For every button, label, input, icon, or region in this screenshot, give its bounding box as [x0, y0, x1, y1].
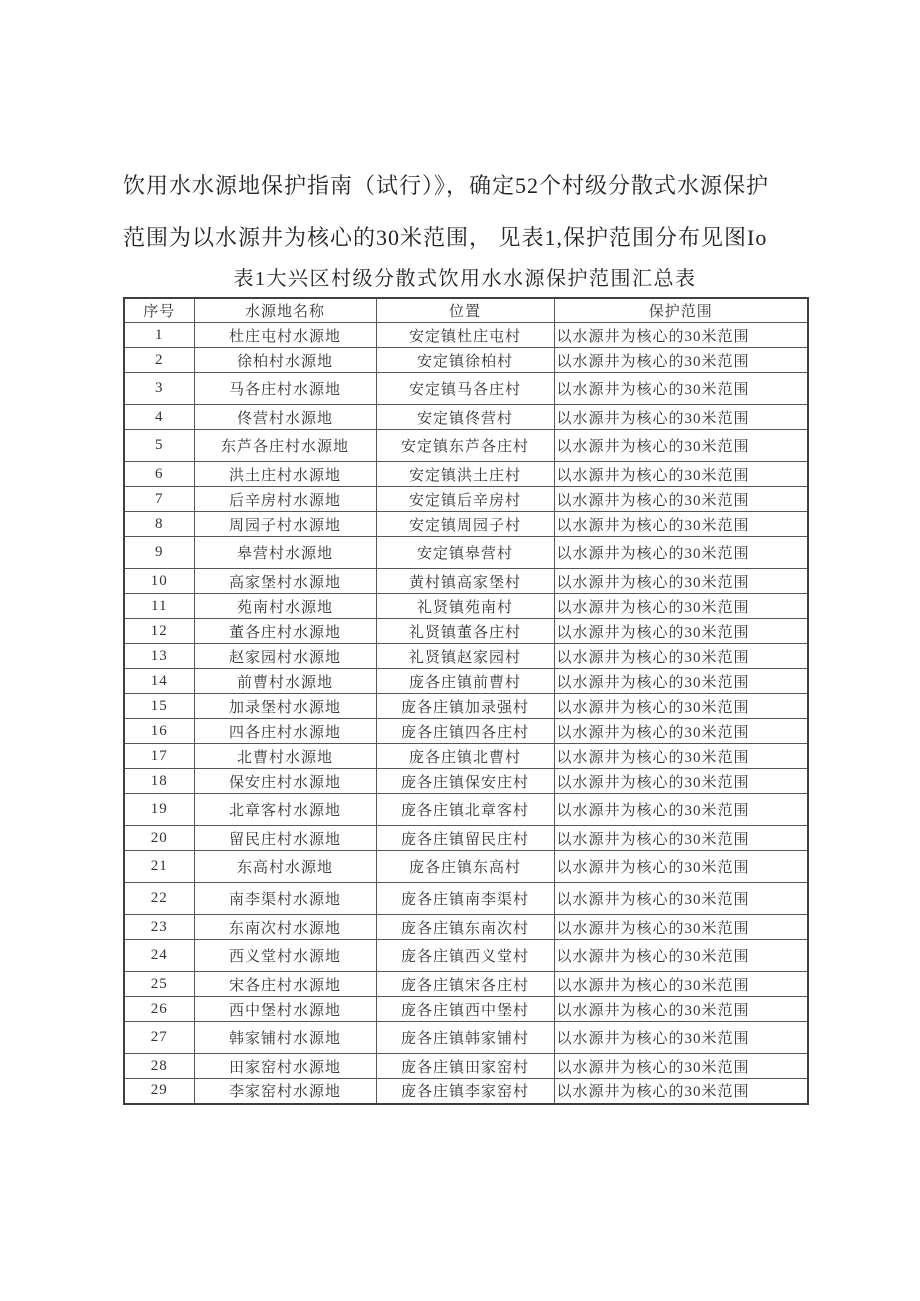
cell-seq: 4	[124, 405, 194, 430]
table-row	[124, 644, 808, 669]
cell-source-name: 南李渠村水源地	[194, 883, 376, 915]
cell-location: 庞各庄镇李家窑村	[376, 1079, 554, 1104]
cell-protection: 以水源井为核心的30米范围	[554, 1054, 808, 1079]
cell-source-name: 东芦各庄村水源地	[194, 430, 376, 462]
table-row	[124, 619, 808, 644]
cell-protection: 以水源井为核心的30米范围	[554, 405, 808, 430]
cell-location: 庞各庄镇韩家铺村	[376, 1022, 554, 1054]
paragraph-line-2: 范围为以水源井为核心的30米范围， 见表1,保护范围分布见图Io	[123, 225, 768, 250]
cell-seq: 11	[124, 594, 194, 619]
cell-location: 安定镇洪土庄村	[376, 462, 554, 487]
table-row	[124, 769, 808, 794]
cell-location: 庞各庄镇北章客村	[376, 794, 554, 826]
table-row	[124, 794, 808, 826]
table-row	[124, 430, 808, 462]
cell-source-name: 韩家铺村水源地	[194, 1022, 376, 1054]
table-row	[124, 669, 808, 694]
cell-seq: 22	[124, 883, 194, 915]
cell-seq: 14	[124, 669, 194, 694]
table-row	[124, 851, 808, 883]
cell-protection: 以水源井为核心的30米范围	[554, 744, 808, 769]
cell-source-name: 徐柏村水源地	[194, 348, 376, 373]
cell-protection: 以水源井为核心的30米范围	[554, 883, 808, 915]
cell-source-name: 加录堡村水源地	[194, 694, 376, 719]
table-row	[124, 719, 808, 744]
cell-location: 安定镇皋营村	[376, 537, 554, 569]
cell-seq: 23	[124, 915, 194, 940]
cell-location: 黄村镇高家堡村	[376, 569, 554, 594]
cell-source-name: 北曹村水源地	[194, 744, 376, 769]
cell-location: 庞各庄镇北曹村	[376, 744, 554, 769]
cell-source-name: 田家窑村水源地	[194, 1054, 376, 1079]
table-row	[124, 744, 808, 769]
cell-protection: 以水源井为核心的30米范围	[554, 1022, 808, 1054]
cell-protection: 以水源井为核心的30米范围	[554, 719, 808, 744]
cell-protection: 以水源井为核心的30米范围	[554, 694, 808, 719]
table-row	[124, 487, 808, 512]
cell-source-name: 周园子村水源地	[194, 512, 376, 537]
table-header-row	[124, 298, 808, 323]
cell-location: 礼贤镇赵家园村	[376, 644, 554, 669]
cell-source-name: 后辛房村水源地	[194, 487, 376, 512]
cell-seq: 27	[124, 1022, 194, 1054]
table-row	[124, 348, 808, 373]
table-row	[124, 940, 808, 972]
header-seq: 序号	[124, 298, 194, 323]
cell-protection: 以水源井为核心的30米范围	[554, 373, 808, 405]
table-row	[124, 1054, 808, 1079]
cell-seq: 15	[124, 694, 194, 719]
table-row	[124, 997, 808, 1022]
cell-source-name: 保安庄村水源地	[194, 769, 376, 794]
cell-protection: 以水源井为核心的30米范围	[554, 619, 808, 644]
cell-seq: 29	[124, 1079, 194, 1104]
cell-protection: 以水源井为核心的30米范围	[554, 537, 808, 569]
cell-protection: 以水源井为核心的30米范围	[554, 940, 808, 972]
cell-protection: 以水源井为核心的30米范围	[554, 851, 808, 883]
cell-location: 礼贤镇董各庄村	[376, 619, 554, 644]
header-source-name: 水源地名称	[194, 298, 376, 323]
cell-seq: 21	[124, 851, 194, 883]
cell-protection: 以水源井为核心的30米范围	[554, 794, 808, 826]
table-row	[124, 594, 808, 619]
cell-seq: 9	[124, 537, 194, 569]
table-row	[124, 1022, 808, 1054]
cell-source-name: 皋营村水源地	[194, 537, 376, 569]
cell-protection: 以水源井为核心的30米范围	[554, 826, 808, 851]
cell-location: 安定镇马各庄村	[376, 373, 554, 405]
cell-location: 安定镇后辛房村	[376, 487, 554, 512]
cell-location: 安定镇东芦各庄村	[376, 430, 554, 462]
table-row	[124, 972, 808, 997]
cell-protection: 以水源井为核心的30米范围	[554, 487, 808, 512]
cell-source-name: 李家窑村水源地	[194, 1079, 376, 1104]
cell-protection: 以水源井为核心的30米范围	[554, 512, 808, 537]
cell-seq: 10	[124, 569, 194, 594]
table-row	[124, 694, 808, 719]
cell-seq: 3	[124, 373, 194, 405]
cell-source-name: 赵家园村水源地	[194, 644, 376, 669]
cell-seq: 16	[124, 719, 194, 744]
cell-source-name: 高家堡村水源地	[194, 569, 376, 594]
cell-seq: 5	[124, 430, 194, 462]
cell-source-name: 留民庄村水源地	[194, 826, 376, 851]
cell-protection: 以水源井为核心的30米范围	[554, 972, 808, 997]
table-row	[124, 915, 808, 940]
cell-seq: 19	[124, 794, 194, 826]
cell-seq: 25	[124, 972, 194, 997]
cell-location: 安定镇周园子村	[376, 512, 554, 537]
paragraph-line-1: 饮用水水源地保护指南（试行）》，确定52个村级分散式水源保护	[123, 173, 770, 198]
cell-location: 庞各庄镇四各庄村	[376, 719, 554, 744]
cell-source-name: 宋各庄村水源地	[194, 972, 376, 997]
cell-protection: 以水源井为核心的30米范围	[554, 430, 808, 462]
cell-location: 庞各庄镇西中堡村	[376, 997, 554, 1022]
cell-source-name: 东南次村水源地	[194, 915, 376, 940]
cell-seq: 24	[124, 940, 194, 972]
cell-location: 礼贤镇苑南村	[376, 594, 554, 619]
cell-seq: 13	[124, 644, 194, 669]
header-protection: 保护范围	[554, 298, 808, 323]
cell-location: 庞各庄镇留民庄村	[376, 826, 554, 851]
cell-seq: 26	[124, 997, 194, 1022]
cell-protection: 以水源井为核心的30米范围	[554, 769, 808, 794]
cell-seq: 18	[124, 769, 194, 794]
cell-source-name: 苑南村水源地	[194, 594, 376, 619]
cell-source-name: 东高村水源地	[194, 851, 376, 883]
cell-protection: 以水源井为核心的30米范围	[554, 644, 808, 669]
cell-seq: 6	[124, 462, 194, 487]
cell-source-name: 洪土庄村水源地	[194, 462, 376, 487]
cell-location: 安定镇杜庄屯村	[376, 323, 554, 348]
cell-seq: 8	[124, 512, 194, 537]
cell-location: 庞各庄镇西义堂村	[376, 940, 554, 972]
table-row	[124, 405, 808, 430]
cell-protection: 以水源井为核心的30米范围	[554, 348, 808, 373]
table-row	[124, 1079, 808, 1104]
cell-seq: 28	[124, 1054, 194, 1079]
cell-seq: 12	[124, 619, 194, 644]
cell-location: 庞各庄镇加录强村	[376, 694, 554, 719]
cell-protection: 以水源井为核心的30米范围	[554, 1079, 808, 1104]
cell-protection: 以水源井为核心的30米范围	[554, 669, 808, 694]
cell-location: 庞各庄镇东高村	[376, 851, 554, 883]
cell-seq: 2	[124, 348, 194, 373]
cell-seq: 7	[124, 487, 194, 512]
table-row	[124, 826, 808, 851]
cell-source-name: 前曹村水源地	[194, 669, 376, 694]
cell-source-name: 四各庄村水源地	[194, 719, 376, 744]
cell-source-name: 马各庄村水源地	[194, 373, 376, 405]
table-row	[124, 883, 808, 915]
table-body	[124, 323, 808, 1104]
body-paragraph	[123, 160, 809, 264]
table-row	[124, 462, 808, 487]
water-source-summary-table	[123, 297, 809, 1105]
cell-location: 安定镇佟营村	[376, 405, 554, 430]
cell-location: 庞各庄镇东南次村	[376, 915, 554, 940]
table-row	[124, 512, 808, 537]
cell-source-name: 佟营村水源地	[194, 405, 376, 430]
cell-protection: 以水源井为核心的30米范围	[554, 594, 808, 619]
table-row	[124, 537, 808, 569]
cell-seq: 20	[124, 826, 194, 851]
cell-protection: 以水源井为核心的30米范围	[554, 915, 808, 940]
cell-source-name: 董各庄村水源地	[194, 619, 376, 644]
cell-seq: 1	[124, 323, 194, 348]
cell-location: 庞各庄镇宋各庄村	[376, 972, 554, 997]
table-row	[124, 569, 808, 594]
cell-protection: 以水源井为核心的30米范围	[554, 997, 808, 1022]
cell-location: 安定镇徐柏村	[376, 348, 554, 373]
cell-location: 庞各庄镇前曹村	[376, 669, 554, 694]
cell-protection: 以水源井为核心的30米范围	[554, 569, 808, 594]
cell-source-name: 杜庄屯村水源地	[194, 323, 376, 348]
header-location: 位置	[376, 298, 554, 323]
table-row	[124, 323, 808, 348]
table-title: 表1大兴区村级分散式饮用水水源保护范围汇总表	[233, 268, 697, 290]
cell-location: 庞各庄镇保安庄村	[376, 769, 554, 794]
cell-source-name: 北章客村水源地	[194, 794, 376, 826]
cell-location: 庞各庄镇南李渠村	[376, 883, 554, 915]
cell-protection: 以水源井为核心的30米范围	[554, 462, 808, 487]
cell-source-name: 西中堡村水源地	[194, 997, 376, 1022]
cell-protection: 以水源井为核心的30米范围	[554, 323, 808, 348]
table-row	[124, 373, 808, 405]
cell-source-name: 西义堂村水源地	[194, 940, 376, 972]
cell-location: 庞各庄镇田家窑村	[376, 1054, 554, 1079]
cell-seq: 17	[124, 744, 194, 769]
